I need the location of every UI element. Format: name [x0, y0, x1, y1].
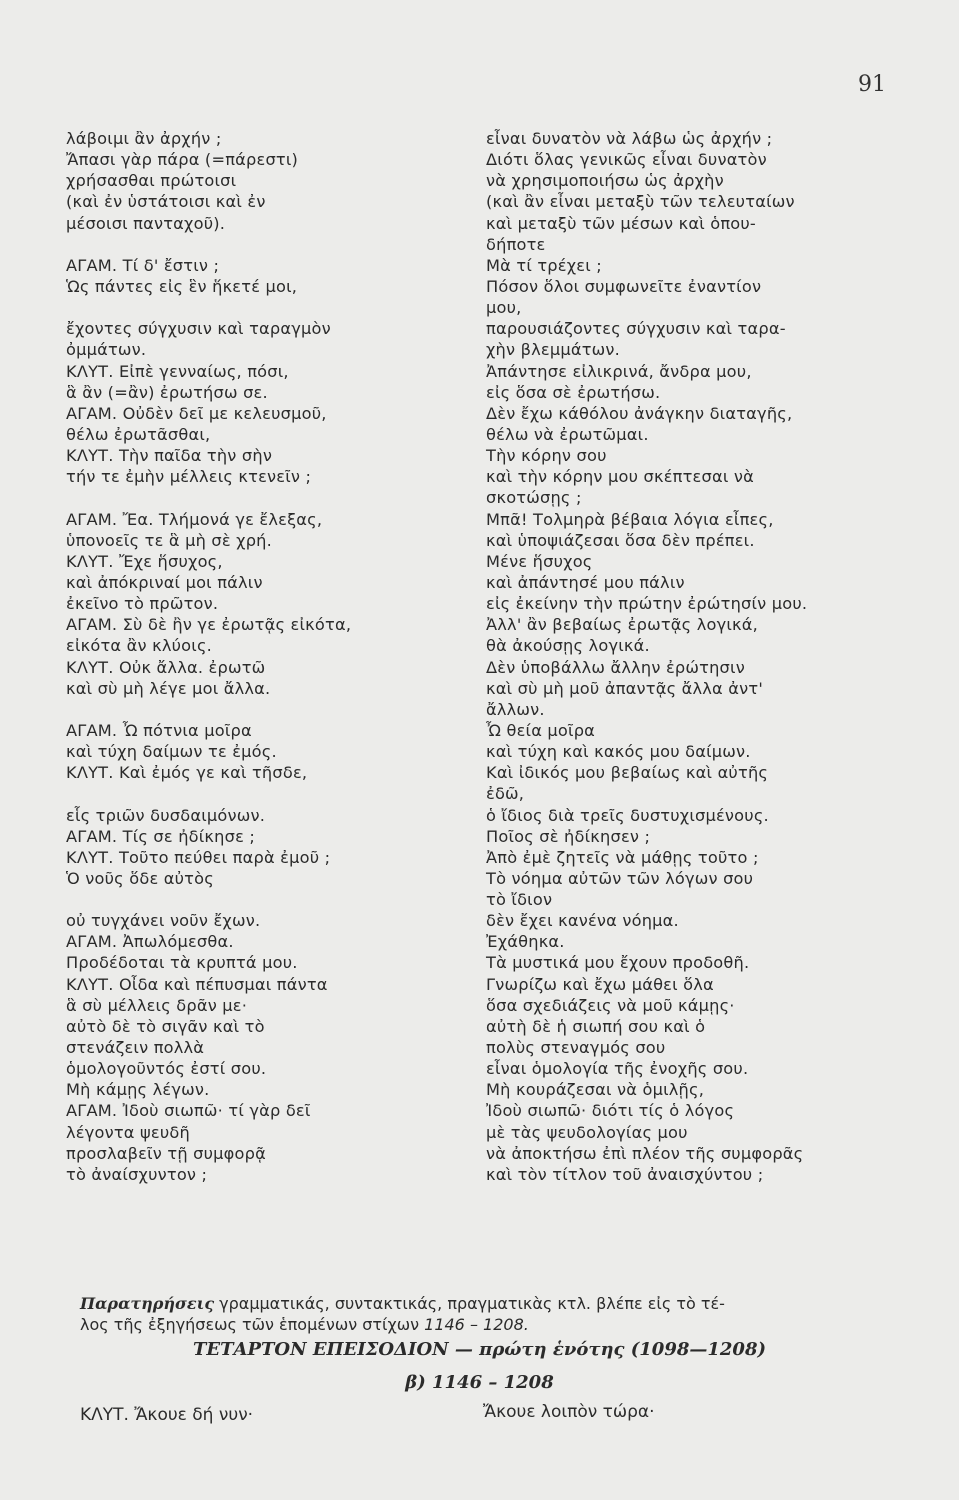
translation-line: καὶ ὑποψιάζεσαι ὅσα δὲν πρέπει.: [486, 530, 755, 550]
translation-line: παρουσιάζοντες σύγχυσιν καὶ ταρα-: [486, 319, 786, 339]
translation-line: καὶ τύχη καὶ κακός μου δαίμων.: [486, 742, 751, 762]
translation-line: Γνωρίζω καὶ ἔχω μάθει ὅλα: [486, 974, 714, 994]
verse-line: καὶ ἀπόκριναί μοι πάλιν: [66, 572, 263, 592]
translation-line: καὶ ἀπάντησέ μου πάλιν: [486, 572, 685, 592]
verse-line: Ἄπασι γὰρ πάρα (=πάρεστι): [66, 150, 299, 170]
verse-line: [66, 783, 466, 804]
translation-line: Τὴν κόρην σου: [486, 446, 607, 466]
translation-line: αὐτὴ δὲ ἡ σιωπή σου καὶ ὁ: [486, 1016, 706, 1036]
translation-line: ὁ ἴδιος διὰ τρεῖς δυστυχισμένους.: [486, 805, 769, 825]
translation-line: σκοτώσῃς ;: [486, 488, 582, 508]
section-heading: ΤΕΤΑΡΤΟΝ ΕΠΕΙΣΟΔΙΟΝ — πρώτη ἑνότης (1098—1208): [193, 1339, 766, 1360]
verse-line: εἷς τριῶν δυσδαιμόνων.: [66, 805, 266, 825]
verse-line: ΑΓΑΜ. Ἰδοὺ σιωπῶ· τί γὰρ δεῖ: [66, 1101, 311, 1121]
translation-line: Τὸ νόημα αὐτῶν τῶν λόγων σου: [486, 868, 754, 888]
page-number: 91: [858, 72, 886, 97]
translation-line: μὲ τὰς ψευδολογίας μου: [486, 1122, 688, 1142]
verse-line: ὑπονοεῖς τε ἃ μὴ σὲ χρή.: [66, 530, 272, 550]
translation-line: χὴν βλεμμάτων.: [486, 340, 621, 360]
verse-line: ΑΓΑΜ. Ἔα. Τλήμονά γε ἔλεξας,: [66, 509, 323, 529]
translation-line: εἰς ἐκείνην τὴν πρώτην ἐρώτησίν μου.: [486, 594, 808, 614]
verse-line: Προδέδοται τὰ κρυπτά μου.: [66, 953, 298, 973]
verse-line: ἔχοντες σύγχυσιν καὶ ταραγμὸν: [66, 319, 331, 339]
translation-line: Ἰδοὺ σιωπῶ· διότι τίς ὁ λόγος: [486, 1101, 735, 1121]
translation-line: Μένε ἥσυχος: [486, 551, 593, 571]
section-subheading: β) 1146 – 1208: [405, 1372, 554, 1393]
verse-line: οὐ τυγχάνει νοῦν ἔχων.: [66, 911, 261, 931]
verse-line: [66, 234, 466, 255]
verse-line: Ὡς πάντες εἰς ἓν ἥκετέ μοι,: [66, 276, 298, 296]
verse-line: ΑΓΑΜ. Ὦ πότνια μοῖρα: [66, 720, 252, 740]
translation-line: Ἀλλ' ἂν βεβαίως ἐρωτᾷς λογικά,: [486, 615, 758, 635]
verse-line: ἐκεῖνο τὸ πρῶτον.: [66, 594, 219, 614]
verse-line: ΑΓΑΜ. Τίς σε ἠδίκησε ;: [66, 826, 256, 846]
remarks-line-2: [80, 1314, 920, 1335]
translation-line: δὲν ἔχει κανένα νόημα.: [486, 911, 679, 931]
final-line-greek: ΚΛΥΤ. Ἄκουε δή νυν·: [80, 1405, 254, 1425]
translation-line: μου,: [486, 298, 522, 318]
verse-line: αὐτὸ δὲ τὸ σιγᾶν καὶ τὸ: [66, 1016, 265, 1036]
verse-line: καὶ τύχη δαίμων τε ἐμός.: [66, 742, 277, 762]
verse-line: προσλαβεῖν τῇ συμφορᾷ: [66, 1143, 266, 1163]
verse-line: Μὴ κάμῃς λέγων.: [66, 1080, 210, 1100]
verse-line: ὀμμάτων.: [66, 340, 147, 360]
verse-line: ὁμολογοῦντός ἐστί σου.: [66, 1059, 267, 1079]
verse-line: λάβοιμι ἂν ἀρχήν ;: [66, 129, 222, 148]
translation-line: καὶ μεταξὺ τῶν μέσων καὶ ὁπου-: [486, 213, 756, 233]
translation-line: νὰ ἀποκτήσω ἐπὶ πλέον τῆς συμφορᾶς: [486, 1143, 804, 1163]
verse-line: λέγοντα ψευδῆ: [66, 1122, 190, 1142]
verse-line: στενάζειν πολλὰ: [66, 1038, 205, 1058]
verse-line: καὶ σὺ μὴ λέγε μοι ἄλλα.: [66, 678, 271, 698]
verse-line: εἰκότα ἂν κλύοις.: [66, 636, 213, 656]
remarks-range: 1146 – 1208.: [424, 1315, 529, 1334]
translation-line: Ἀπὸ ἐμὲ ζητεῖς νὰ μάθῃς τοῦτο ;: [486, 847, 759, 867]
remarks-lead: Παρατηρήσεις: [80, 1294, 215, 1313]
verse-line: τὸ ἀναίσχυντον ;: [66, 1164, 208, 1184]
verse-line: ΑΓΑΜ. Τί δ' ἔστιν ;: [66, 255, 220, 275]
translation-line: Μὰ τί τρέχει ;: [486, 255, 602, 275]
verse-line: Ὁ νοῦς ὅδε αὐτὸς: [66, 868, 214, 888]
translation-line: καὶ τὸν τίτλον τοῦ ἀναισχύντου ;: [486, 1164, 764, 1184]
modern-translation-column: [486, 128, 926, 1185]
translation-line: ἄλλων.: [486, 699, 545, 719]
translation-line: Δὲν ὑποβάλλω ἄλλην ἐρώτησιν: [486, 657, 745, 677]
verse-line: ΑΓΑΜ. Ἀπωλόμεσθα.: [66, 932, 234, 952]
verse-line: ΚΛΥΤ. Ἔχε ἥσυχος,: [66, 551, 223, 571]
verse-line: θέλω ἐρωτᾶσθαι,: [66, 424, 211, 444]
translation-line: Ἀπάντησε εἰλικρινά, ἄνδρα μου,: [486, 361, 752, 381]
verse-line: ΚΛΥΤ. Καὶ ἐμός γε καὶ τῆσδε,: [66, 763, 308, 783]
translation-line: Ποῖος σὲ ἠδίκησεν ;: [486, 826, 651, 846]
remarks-line-1: [80, 1293, 920, 1314]
remarks-note: [80, 1293, 920, 1335]
translation-line: ἐδῶ,: [486, 784, 525, 804]
translation-line: Καὶ ἰδικός μου βεβαίως καὶ αὐτῆς: [486, 763, 769, 783]
translation-line: Ἐχάθηκα.: [486, 932, 565, 952]
translation-line: τὸ ἴδιον: [486, 890, 553, 910]
translation-line: πολὺς στεναγμός σου: [486, 1038, 666, 1058]
verse-line: ΚΛΥΤ. Οἶδα καὶ πέπυσμαι πάντα: [66, 974, 328, 994]
translation-line: (καὶ ἂν εἶναι μεταξὺ τῶν τελευταίων: [486, 192, 795, 212]
verse-line: [66, 699, 466, 720]
verse-line: ΚΛΥΤ. Τοῦτο πεύθει παρὰ ἐμοῦ ;: [66, 847, 331, 867]
translation-line: καὶ τὴν κόρην μου σκέπτεσαι νὰ: [486, 467, 754, 487]
verse-line: μέσοισι πανταχοῦ).: [66, 213, 226, 233]
translation-line: εἶναι δυνατὸν νὰ λάβω ὡς ἀρχήν ;: [486, 129, 773, 148]
translation-line: εἰς ὅσα σὲ ἐρωτήσω.: [486, 382, 661, 402]
verse-line: [66, 889, 466, 910]
greek-original-column: [66, 128, 466, 1185]
translation-line: Πόσον ὅλοι συμφωνεῖτε ἐναντίον: [486, 276, 762, 296]
verse-line: ΑΓΑΜ. Οὐδὲν δεῖ με κελευσμοῦ,: [66, 403, 327, 423]
verse-line: χρήσασθαι πρώτοισι: [66, 171, 237, 191]
verse-line: ΚΛΥΤ. Τὴν παῖδα τὴν σὴν: [66, 446, 273, 466]
verse-line: ΚΛΥΤ. Οὐκ ἄλλα. ἐρωτῶ: [66, 657, 266, 677]
translation-line: θὰ ἀκούσῃς λογικά.: [486, 636, 650, 656]
translation-line: καὶ σὺ μὴ μοῦ ἀπαντᾷς ἄλλα ἀντ': [486, 678, 763, 698]
translation-line: Τὰ μυστικά μου ἔχουν προδοθῆ.: [486, 953, 750, 973]
translation-line: εἶναι ὁμολογία τῆς ἐνοχῆς σου.: [486, 1059, 749, 1079]
translation-line: Μὴ κουράζεσαι νὰ ὁμιλῇς,: [486, 1080, 705, 1100]
translation-line: νὰ χρησιμοποιήσω ὡς ἀρχὴν: [486, 171, 724, 191]
verse-line: ἃ σὺ μέλλεις δρᾶν με·: [66, 995, 248, 1015]
translation-line: Ὦ θεία μοῖρα: [486, 720, 596, 740]
translation-line: Δὲν ἔχω κάθόλου ἀνάγκην διαταγῆς,: [486, 403, 793, 423]
verse-line: ἃ ἂν (=ἂν) ἐρωτήσω σε.: [66, 382, 268, 402]
verse-line: ΚΛΥΤ. Εἰπὲ γενναίως, πόσι,: [66, 361, 289, 381]
translation-line: θέλω νὰ ἐρωτῶμαι.: [486, 424, 649, 444]
verse-line: [66, 297, 466, 318]
verse-line: (καὶ ἐν ὑστάτοισι καὶ ἐν: [66, 192, 266, 212]
verse-line: τήν τε ἐμὴν μέλλεις κτενεῖν ;: [66, 467, 312, 487]
verse-line: [66, 487, 466, 508]
final-line-translation: Ἄκουε λοιπὸν τώρα·: [483, 1402, 655, 1422]
remarks-text-1: γραμματικάς, συντακτικάς, πραγματικὰς κτλ. βλέπε εἰς τὸ τέ-: [214, 1294, 725, 1313]
remarks-text-2: λος τῆς ἐξηγήσεως τῶν ἑπομένων στίχων: [80, 1315, 425, 1334]
verse-line: ΑΓΑΜ. Σὺ δὲ ἢν γε ἐρωτᾷς εἰκότα,: [66, 615, 352, 635]
translation-line: ὅσα σχεδιάζεις νὰ μοῦ κάμῃς·: [486, 995, 735, 1015]
translation-line: Διότι ὅλας γενικῶς εἶναι δυνατὸν: [486, 150, 767, 170]
translation-line: Μπᾶ! Τολμηρὰ βέβαια λόγια εἶπες,: [486, 509, 774, 529]
translation-line: δήποτε: [486, 234, 546, 254]
